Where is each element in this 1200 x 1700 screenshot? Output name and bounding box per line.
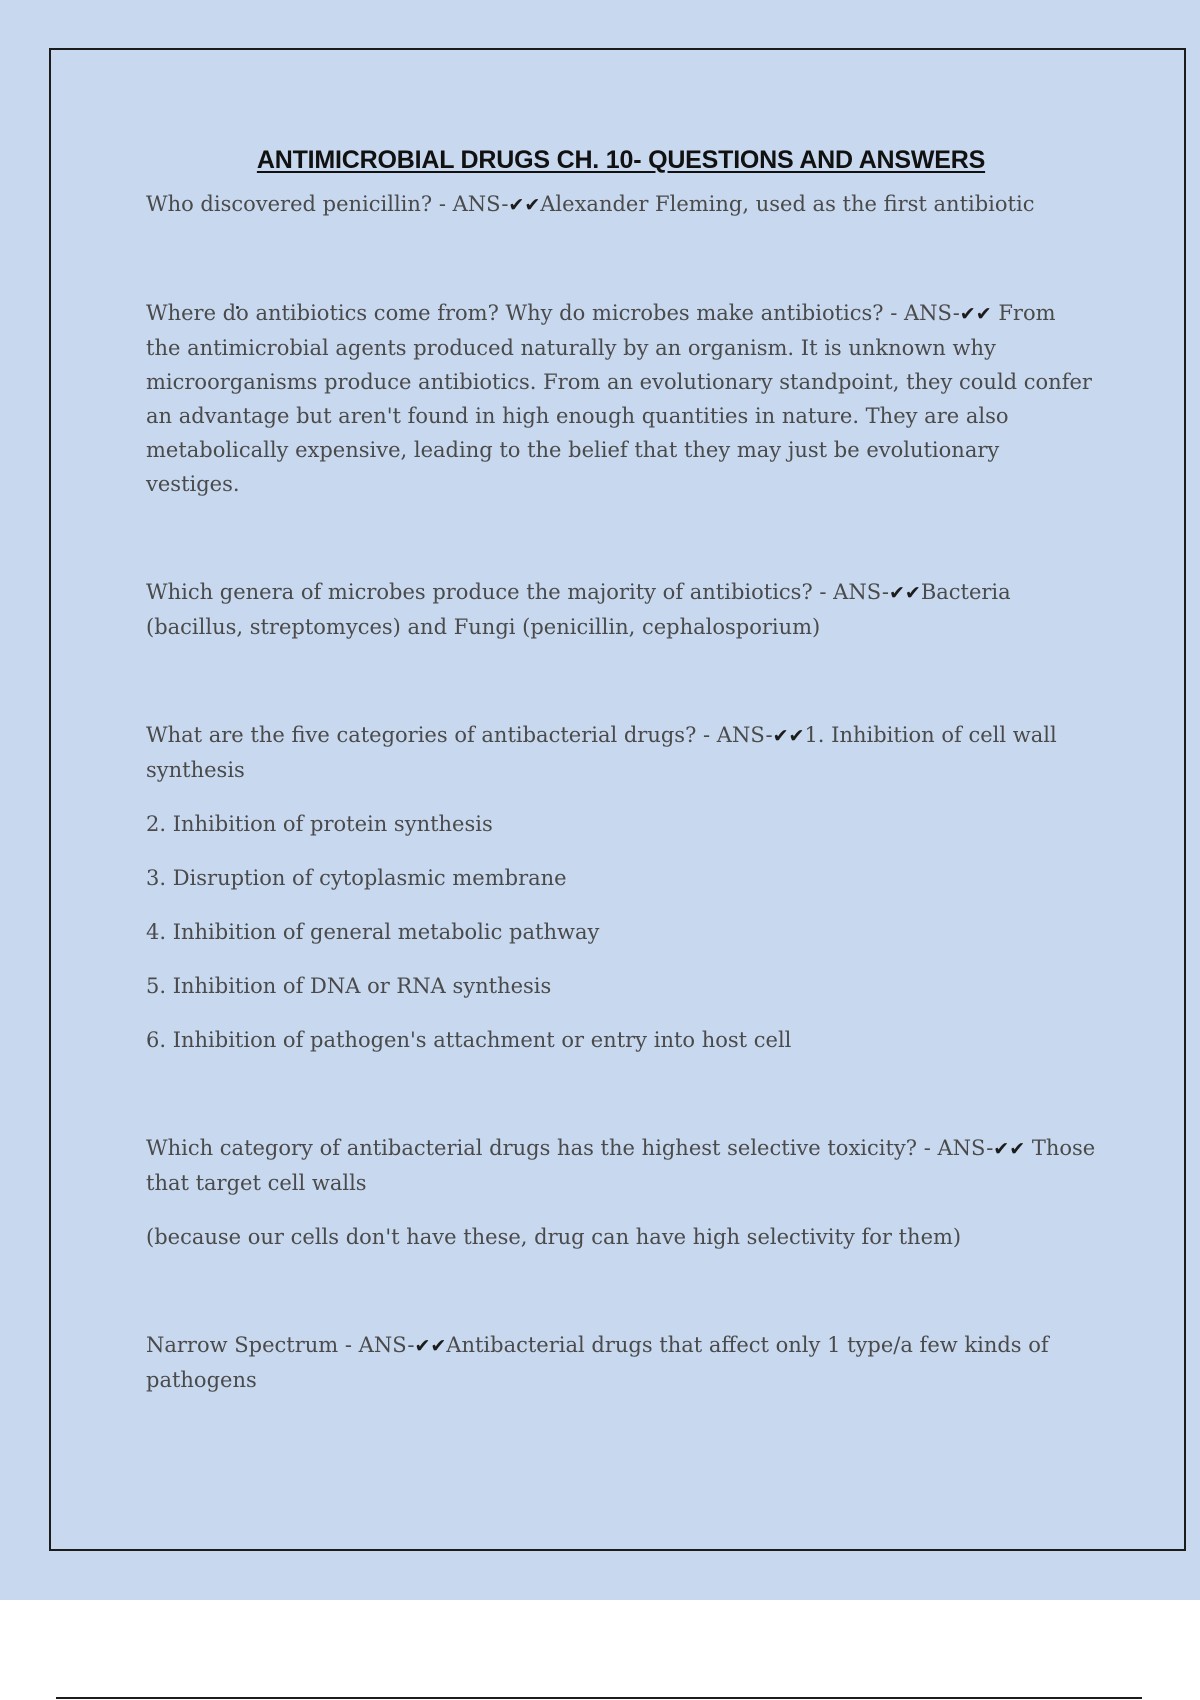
ans-label: ANS- [833, 580, 889, 604]
check-marks-icon: ✔✔ [414, 1335, 447, 1357]
list-item: 4. Inhibition of general metabolic pathway [146, 920, 600, 944]
spacer [146, 644, 1096, 718]
list-item: 5. Inhibition of DNA or RNA synthesis [146, 974, 552, 998]
question-text: Who discovered penicillin? - [146, 192, 453, 216]
check-marks-icon: ✔✔ [508, 194, 541, 216]
question-text: Where do antibiotics come from? Why do microbes make antibiotics? - [146, 301, 904, 325]
check-marks-icon: ✔✔ [772, 725, 805, 747]
answer-text: Antibacterial drugs that affect only 1 type/a few kinds of pathogens [146, 1333, 1049, 1392]
ans-label: ANS- [358, 1333, 415, 1357]
answer-text: From the antimicrobial agents produced naturally by an organism. It is unknown why microorganisms produce antibiotics. From an evolutionary standpoint, they could confer an advantage but aren't found in high enough quantities in nature. They are also metabolically expensive, leading to the belief that they may just be evolutionary vestiges. [146, 301, 1092, 496]
answer-text: Those that target cell walls [146, 1136, 1096, 1195]
answer-text: 1. Inhibition of cell wall synthesis [146, 723, 1057, 782]
spacer [146, 222, 1096, 296]
qa-item-1 [146, 187, 1096, 222]
qa-item-2 [146, 296, 1096, 501]
check-marks-icon: ✔✔ [993, 1138, 1026, 1160]
answer-text: Alexander Fleming, used as the first antibiotic [540, 192, 1035, 216]
spacer [146, 501, 1096, 575]
ans-label: ANS- [452, 192, 509, 216]
qa-item-3 [146, 575, 1096, 644]
answer-text: Bacteria (bacillus, streptomyces) and Fungi (penicillin, cephalosporium) [146, 580, 1011, 639]
ans-label: ANS- [716, 723, 773, 747]
list-item: 2. Inhibition of protein synthesis [146, 812, 493, 836]
question-text: Which category of antibacterial drugs has the highest selective toxicity? - [146, 1136, 938, 1160]
question-text: What are the five categories of antibacterial drugs? - [146, 723, 717, 747]
document-title: ANTIMICROBIAL DRUGS CH. 10- QUESTIONS AND ANSWERS [256, 146, 986, 174]
answer-note: (because our cells don't have these, drug can have high selectivity for them) [146, 1225, 962, 1249]
spacer [146, 1057, 1096, 1131]
list-item: 3. Disruption of cytoplasmic membrane [146, 866, 567, 890]
ans-label: ANS- [904, 301, 960, 325]
ans-label: ANS- [937, 1136, 994, 1160]
check-marks-icon: ✔✔ [888, 582, 921, 604]
qa-item-6 [146, 1328, 1096, 1397]
list-item: 6. Inhibition of pathogen's attachment or entry into host cell [146, 1028, 792, 1052]
spacer [146, 1254, 1096, 1328]
check-marks-icon: ✔✔ [959, 303, 992, 325]
question-text: Narrow Spectrum - [146, 1333, 359, 1357]
document-content [146, 146, 1096, 1397]
footer-divider [56, 1697, 1142, 1699]
question-text: Which genera of microbes produce the majority of antibiotics? - [146, 580, 834, 604]
qa-item-5 [146, 1131, 1096, 1200]
qa-item-4 [146, 718, 1096, 787]
